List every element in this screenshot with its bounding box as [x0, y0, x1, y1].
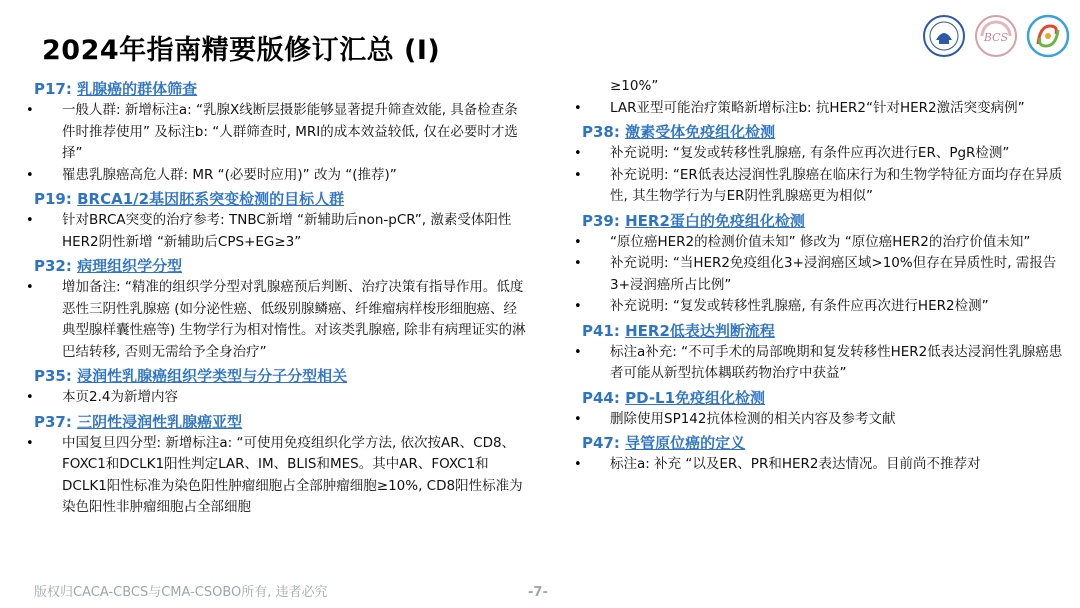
- section-heading: [582, 432, 1072, 454]
- section-heading: [34, 365, 529, 387]
- right-column: [582, 76, 1072, 476]
- section-title: 三阴性浸润性乳腺癌亚型: [77, 412, 243, 431]
- list-item: • 罹患乳腺癌高危人群: MR “(必要时应用)” 改为 “(推荐)”: [34, 165, 529, 187]
- section-page-ref: P35:: [34, 367, 72, 385]
- list-item: • 本页2.4为新增内容: [34, 387, 529, 409]
- section-heading: [34, 255, 529, 277]
- section-list: [582, 454, 1072, 476]
- section-list: [582, 409, 1072, 431]
- section-heading: [582, 320, 1072, 342]
- section-list: [34, 100, 529, 186]
- section-title: PD-L1免疫组化检测: [625, 388, 766, 407]
- list-item: • 补充说明: “复发或转移性乳腺癌, 有条件应再次进行HER2检测”: [582, 296, 1072, 318]
- list-item: • 补充说明: “ER低表达浸润性乳腺癌在临床行为和生物学特征方面均存在异质性, 其生物学行为与ER阴性乳腺癌更为相似”: [582, 165, 1072, 208]
- list-item: • 增加备注: “精准的组织学分型对乳腺癌预后判断、治疗决策有指导作用。低度恶性三阴性乳腺癌 (如分泌性癌、低级别腺鳞癌、纤维瘤病样梭形细胞癌、经典型腺样囊性癌等) 生物学行为相对惰性。对该类乳腺癌, 除非有病理证实的淋巴结转移, 否则无需给予全身治疗”: [34, 277, 529, 363]
- list-item: • 标注a: 补充 “以及ER、PR和HER2表达情况。目前尚不推荐对: [582, 454, 1072, 476]
- section-heading: [34, 411, 529, 433]
- bcs-logo-text: BCS: [983, 31, 1009, 44]
- list-item: • 补充说明: “复发或转移性乳腺癌, 有条件应再次进行ER、PgR检测”: [582, 143, 1072, 165]
- logo-group: [922, 14, 1070, 58]
- section-list: [34, 433, 529, 519]
- section-page-ref: P32:: [34, 257, 72, 275]
- list-item: • 标注a补充: “不可手术的局部晚期和复发转移性HER2低表达浸润性乳腺癌患者可能从新型抗体耦联药物治疗中获益”: [582, 342, 1072, 385]
- section-heading: [582, 387, 1072, 409]
- section-heading: [582, 210, 1072, 232]
- list-item: • 中国复旦四分型: 新增标注a: “可使用免疫组织化学方法, 依次按AR、CD8、FOXC1和DCLK1阳性判定LAR、IM、BLIS和MES。其中AR、FOXC1和DCLK1阳性标准为染色阳性肿瘤细胞占全部肿瘤细胞≥10%, CD8阳性标准为染色阳性非肿瘤细胞占全部细胞: [34, 433, 529, 519]
- continued-text: ≥10%”: [610, 78, 659, 94]
- section-title: 浸润性乳腺癌组织学类型与分子分型相关: [77, 367, 348, 385]
- section-title: 乳腺癌的群体筛查: [77, 80, 198, 98]
- section-page-ref: P39:: [582, 211, 620, 230]
- list-item: • “原位癌HER2的检测价值未知” 修改为 “原位癌HER2的治疗价值未知”: [582, 232, 1072, 254]
- page-title: 2024年指南精要版修订汇总 (I): [42, 35, 441, 66]
- section-heading: [34, 78, 529, 100]
- list-item: • 删除使用SP142抗体检测的相关内容及参考文献: [582, 409, 1072, 431]
- csobo-logo: [1026, 14, 1070, 58]
- list-item: • LAR亚型可能治疗策略新增标注b: 抗HER2“针对HER2激活突变病例”: [582, 98, 1072, 120]
- section-title: HER2低表达判断流程: [625, 321, 775, 340]
- copyright-footer: 版权归CACA-CBCS与CMA-CSOBO所有, 违者必究: [34, 585, 328, 600]
- section-title: 激素受体免疫组化检测: [625, 123, 776, 141]
- section-title: 导管原位癌的定义: [625, 434, 746, 452]
- section-list: [34, 387, 529, 409]
- section-page-ref: P37:: [34, 412, 72, 431]
- section-page-ref: P17:: [34, 80, 72, 98]
- section-heading: [34, 188, 529, 210]
- list-item: • 一般人群: 新增标注a: “乳腺X线断层摄影能够显著提升筛查效能, 具备检查条件时推荐使用” 及标注b: “人群筛查时, MRI的成本效益较低, 仅在必要时才选择”: [34, 100, 529, 165]
- section-page-ref: P44:: [582, 388, 620, 407]
- page-number: -7-: [528, 585, 548, 600]
- list-item: • 针对BRCA突变的治疗参考: TNBC新增 “新辅助后non-pCR”, 激素受体阳性HER2阴性新增 “新辅助后CPS+EG≥3”: [34, 210, 529, 253]
- association-seal-logo: [922, 14, 966, 58]
- continued-list: [582, 98, 1072, 120]
- section-list: [34, 277, 529, 363]
- section-list: [582, 342, 1072, 385]
- section-page-ref: P41:: [582, 321, 620, 340]
- section-list: [34, 210, 529, 253]
- section-list: [582, 143, 1072, 208]
- section-list: [582, 232, 1072, 318]
- list-item: • 补充说明: “当HER2免疫组化3+浸润癌区域>10%但存在异质性时, 需报告3+浸润癌所占比例”: [582, 253, 1072, 296]
- section-title: BRCA1/2基因胚系突变检测的目标人群: [77, 190, 345, 208]
- bcs-logo: [974, 14, 1018, 58]
- left-column: [34, 76, 529, 519]
- section-title: HER2蛋白的免疫组化检测: [625, 211, 805, 230]
- section-page-ref: P47:: [582, 434, 620, 452]
- section-title: 病理组织学分型: [77, 257, 183, 275]
- section-page-ref: P38:: [582, 123, 620, 141]
- section-page-ref: P19:: [34, 190, 72, 208]
- section-heading: [582, 121, 1072, 143]
